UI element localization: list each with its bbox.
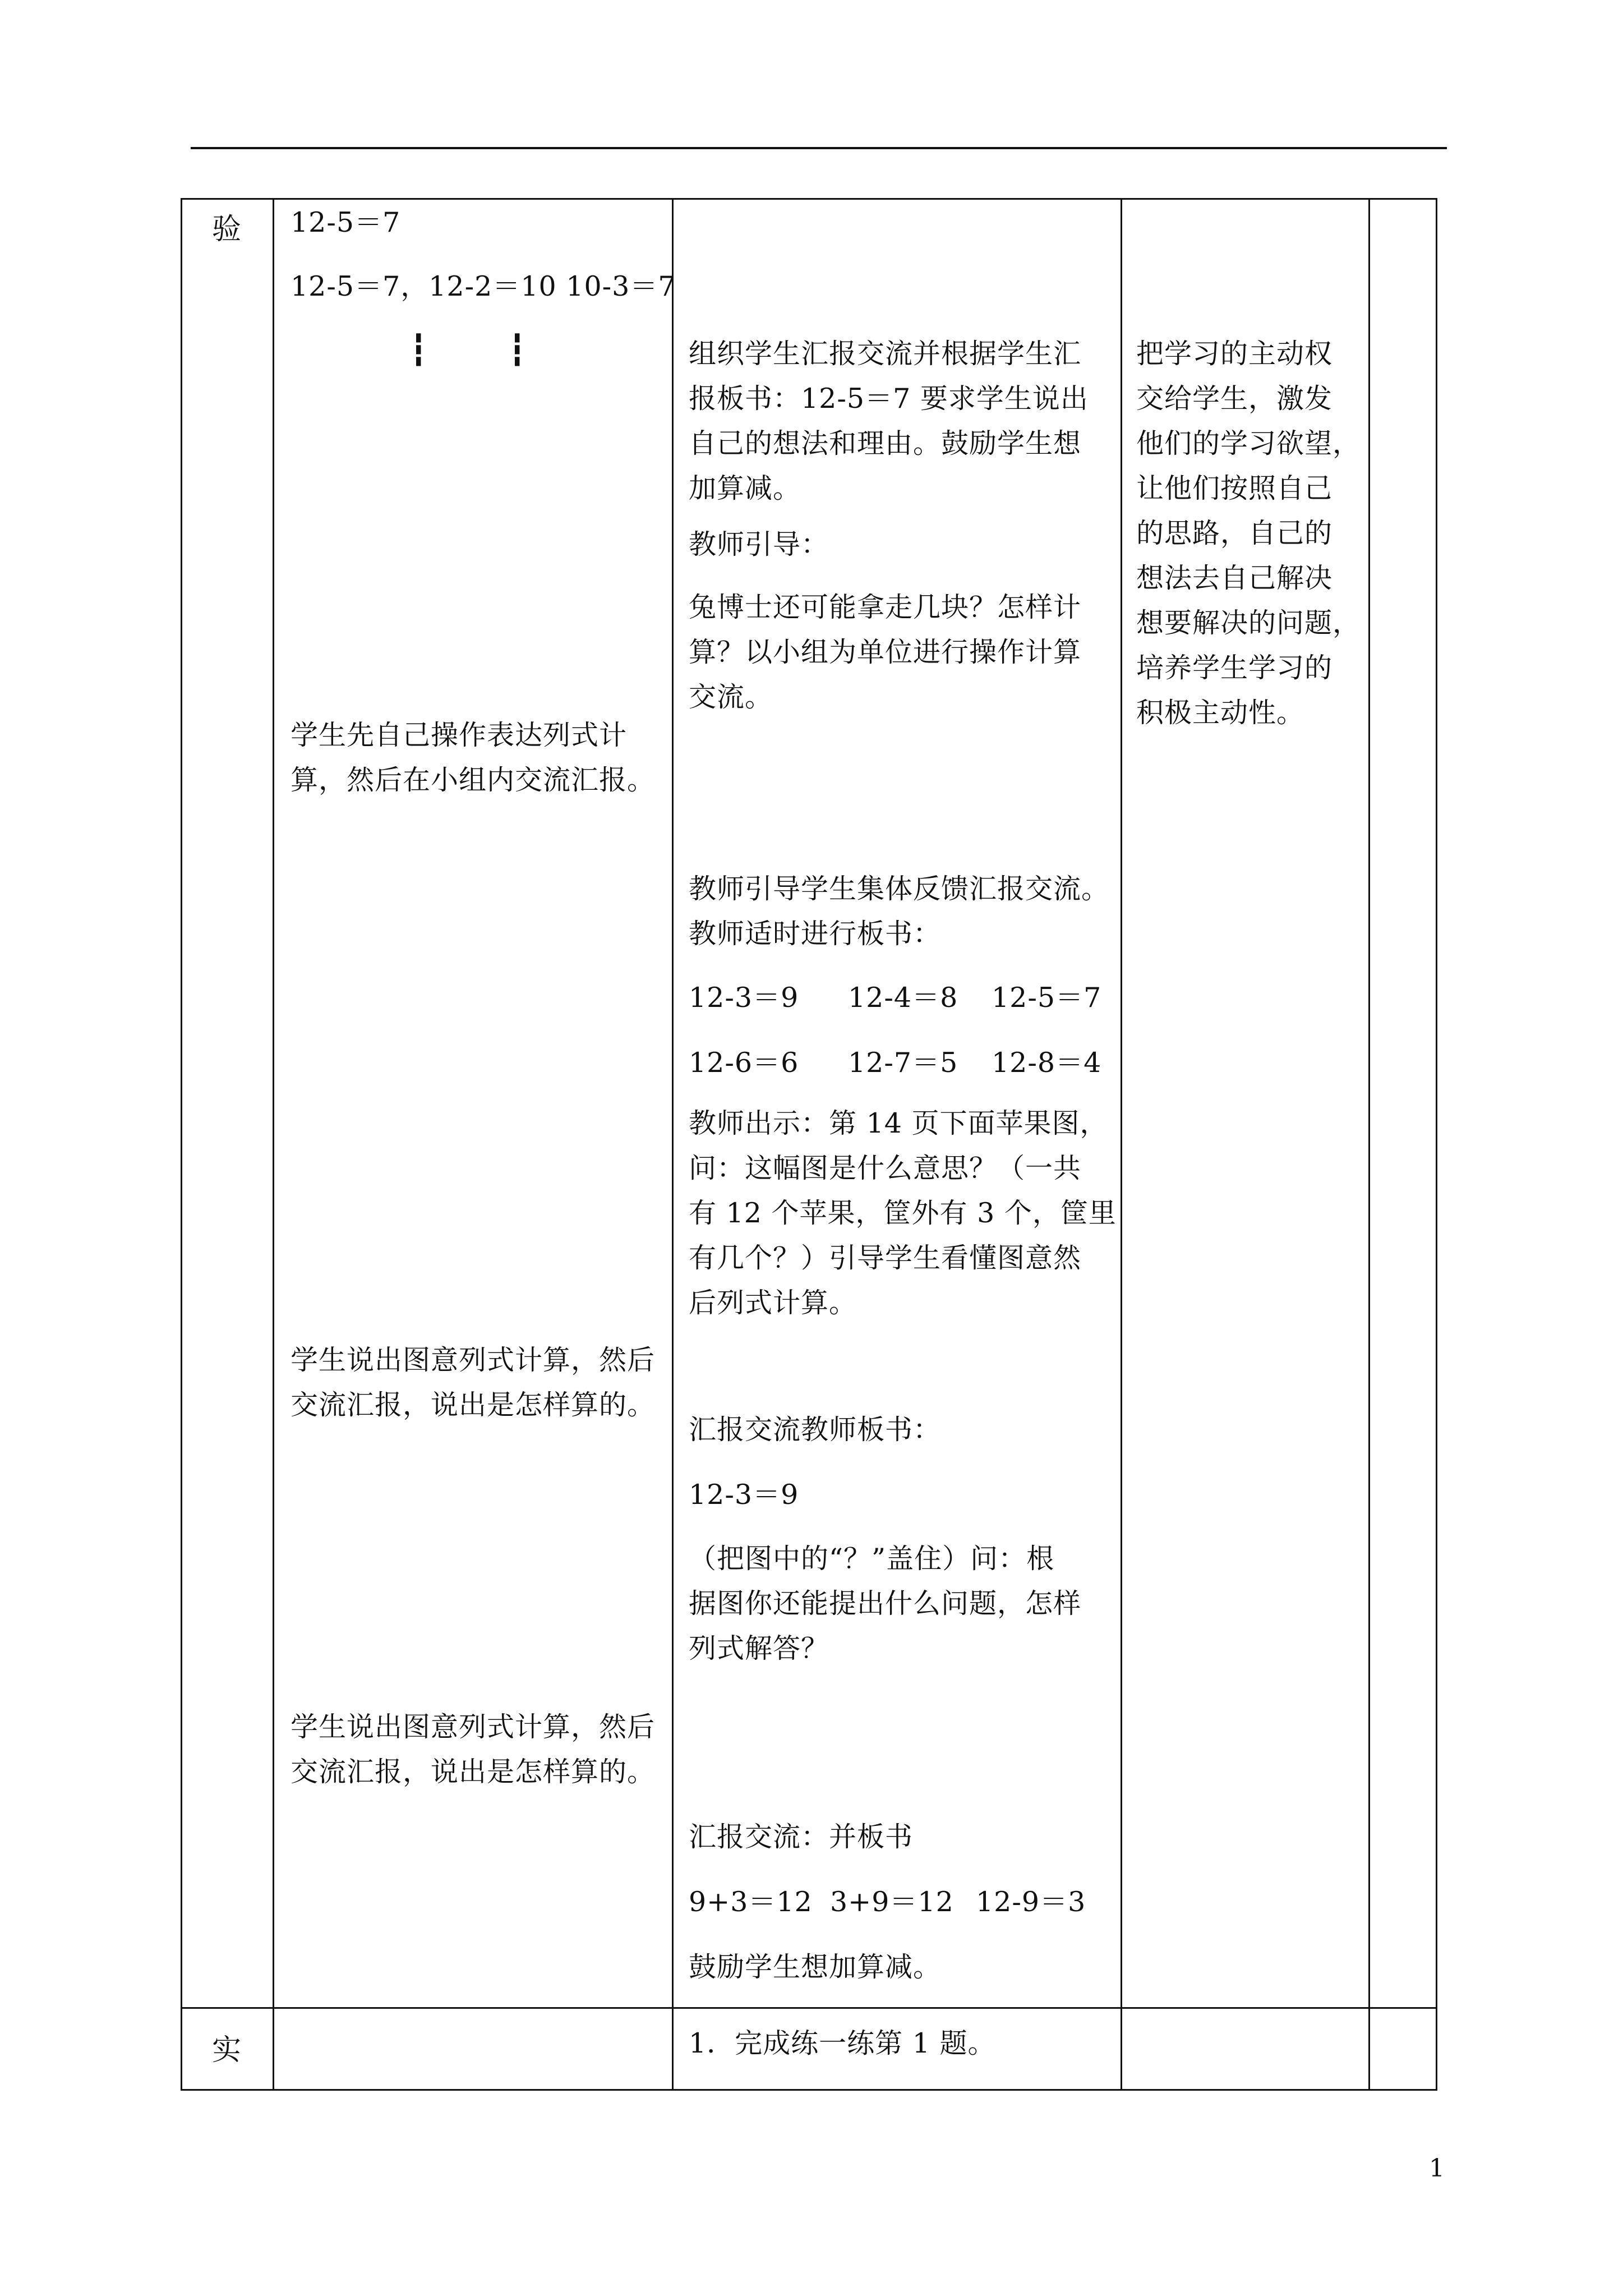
teacher-p7: 12-3＝9	[689, 1479, 799, 1511]
teacher-p3-line-1: 兔博士还可能拿走几块？怎样计	[689, 591, 1082, 623]
student-paragraph-1-line-2: 算，然后在小组内交流汇报。	[291, 764, 656, 796]
table-border-bottom	[181, 2089, 1437, 2091]
teacher-eq-row1-a: 12-3＝9	[689, 982, 799, 1014]
table-border-top	[181, 198, 1437, 200]
teacher-p8-line-2: 据图你还能提出什么问题，怎样	[689, 1588, 1082, 1619]
teacher-p4-line-1: 教师引导学生集体反馈汇报交流。	[689, 873, 1110, 905]
teacher-p5-line-4: 有几个？）引导学生看懂图意然	[689, 1242, 1082, 1274]
intent-line-6: 想法去自己解决	[1136, 562, 1333, 594]
intent-line-2: 交给学生，激发	[1136, 383, 1333, 415]
student-paragraph-3-line-1: 学生说出图意列式计算，然后	[291, 1711, 656, 1743]
teacher-p8-line-3: 列式解答？	[689, 1632, 829, 1664]
table-col-divider-1	[273, 198, 274, 2091]
table-row-divider	[181, 2007, 1437, 2009]
intent-line-5: 的思路，自己的	[1136, 517, 1333, 549]
table-border-right	[1436, 198, 1437, 2091]
teacher-p2: 教师引导：	[689, 528, 829, 560]
table-col-divider-3	[1121, 198, 1122, 2091]
teacher-eq-row3-b: 3+9＝12	[830, 1886, 954, 1918]
teacher-p5-line-2: 问：这幅图是什么意思？（一共	[689, 1152, 1082, 1184]
student-paragraph-2-line-2: 交流汇报，说出是怎样算的。	[291, 1389, 656, 1421]
teacher-p10: 鼓励学生想加算减。	[689, 1951, 942, 1983]
teacher-p1-line-3: 自己的想法和理由。鼓励学生想	[689, 427, 1082, 459]
teacher-p1-line-1: 组织学生汇报交流并根据学生汇	[689, 338, 1082, 370]
intent-line-1: 把学习的主动权	[1136, 338, 1333, 370]
header-rule	[191, 147, 1447, 149]
intent-line-8: 培养学生学习的	[1136, 652, 1333, 684]
stage-label-row1: 验	[212, 213, 242, 246]
intent-line-7: 想要解决的问题，	[1136, 607, 1361, 639]
exercise-item-1: 1．完成练一练第 1 题。	[689, 2027, 996, 2059]
teacher-eq-row3-c: 12-9＝3	[976, 1886, 1086, 1918]
student-paragraph-1-line-1: 学生先自己操作表达列式计	[291, 719, 628, 751]
teacher-eq-row2-a: 12-6＝6	[689, 1047, 799, 1079]
teacher-p8-line-1: （把图中的“？”盖住）问：根	[689, 1543, 1055, 1575]
stage-label-row2: 实	[212, 2033, 242, 2067]
vertical-dots-left: ┇	[409, 332, 428, 367]
student-equation-2: 12-5＝7，12-2＝10 10-3＝7	[291, 270, 676, 302]
teacher-p3-line-2: 算？以小组为单位进行操作计算	[689, 636, 1082, 668]
table-col-divider-4	[1368, 198, 1370, 2091]
teacher-p5-line-3: 有 12 个苹果，筐外有 3 个，筐里	[689, 1197, 1117, 1229]
teacher-p1-line-2: 报板书：12-5＝7 要求学生说出	[689, 383, 1089, 415]
teacher-eq-row1-c: 12-5＝7	[992, 982, 1102, 1014]
intent-line-3: 他们的学习欲望，	[1136, 427, 1361, 459]
teacher-p5-line-5: 后列式计算。	[689, 1287, 857, 1319]
student-paragraph-2-line-1: 学生说出图意列式计算，然后	[291, 1344, 656, 1376]
page-number: 1	[1429, 2154, 1445, 2183]
table-col-divider-2	[672, 198, 674, 2091]
teacher-eq-row3-a: 9+3＝12	[689, 1886, 813, 1918]
student-equation-1: 12-5＝7	[291, 206, 401, 238]
intent-line-4: 让他们按照自己	[1136, 472, 1333, 504]
table-border-left	[181, 198, 182, 2091]
student-paragraph-3-line-2: 交流汇报，说出是怎样算的。	[291, 1756, 656, 1788]
teacher-p6: 汇报交流教师板书：	[689, 1414, 942, 1446]
teacher-p5-line-1: 教师出示：第 14 页下面苹果图，	[689, 1107, 1108, 1139]
teacher-p9: 汇报交流：并板书	[689, 1821, 914, 1853]
vertical-dots-right: ┇	[508, 332, 527, 367]
teacher-eq-row2-c: 12-8＝4	[992, 1047, 1102, 1079]
teacher-eq-row2-b: 12-7＝5	[848, 1047, 958, 1079]
teacher-eq-row1-b: 12-4＝8	[848, 982, 958, 1014]
intent-line-9: 积极主动性。	[1136, 697, 1305, 729]
teacher-p3-line-3: 交流。	[689, 681, 773, 713]
teacher-p1-line-4: 加算减。	[689, 472, 801, 504]
teacher-p4-line-2: 教师适时进行板书：	[689, 918, 942, 950]
